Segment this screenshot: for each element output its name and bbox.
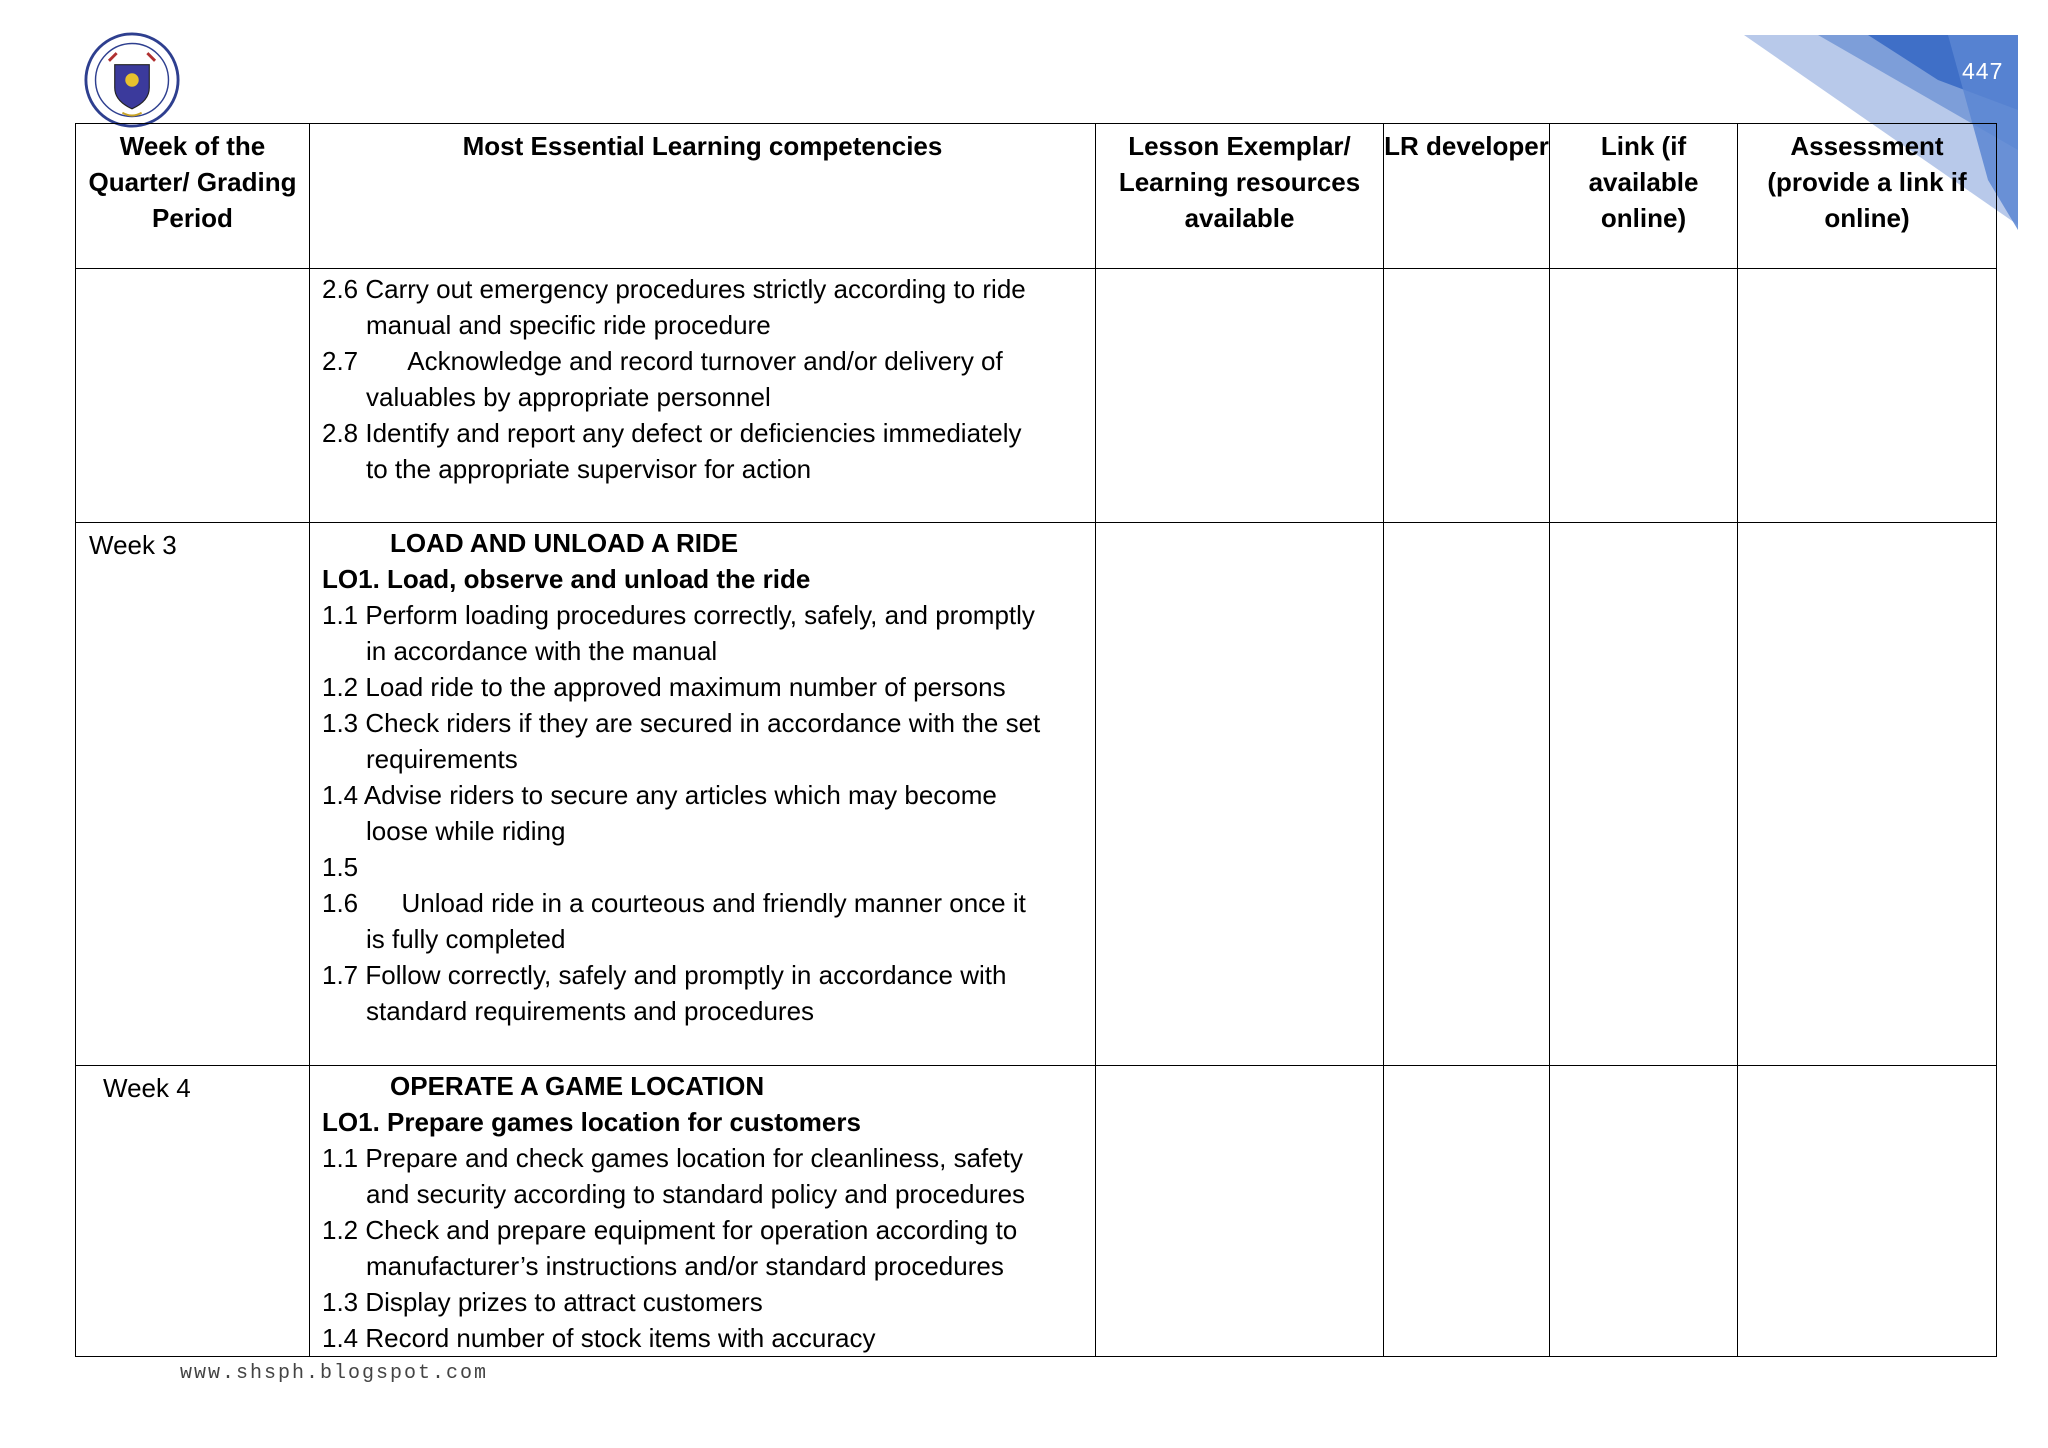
table-row [76,1066,1997,1357]
competencies-cell [310,269,1096,523]
competencies-cell [310,523,1096,1066]
competency-line: 1.7 Follow correctly, safely and promptly in accordance with [322,960,1007,990]
deped-seal-logo [84,32,180,128]
competency-line: manufacturer’s instructions and/or standard procedures [366,1251,1004,1281]
assessment-cell [1738,523,1997,1066]
competency-line: valuables by appropriate personnel [366,382,771,412]
exemplar-cell [1096,269,1384,523]
competency-line: is fully completed [366,924,566,954]
lr-developer-cell [1384,523,1550,1066]
competency-line: manual and specific ride procedure [366,310,771,340]
header-exemplar: Lesson Exemplar/ Learning resources available [1096,124,1384,269]
assessment-cell [1738,269,1997,523]
competency-line: in accordance with the manual [366,636,718,666]
topic-heading: LOAD AND UNLOAD A RIDE [390,528,739,558]
melc-table [75,123,1997,1357]
competency-line: 1.4 Record number of stock items with accuracy [322,1323,876,1353]
assessment-cell [1738,1066,1997,1357]
competency-line: requirements [366,744,518,774]
header-week: Week of the Quarter/ Grading Period [76,124,310,269]
table-row [76,269,1997,523]
competency-line: to the appropriate supervisor for action [366,454,812,484]
table-row [76,523,1997,1066]
header-assessment: Assessment (provide a link if online) [1738,124,1997,269]
competency-line: 2.6 Carry out emergency procedures strictly according to ride [322,274,1026,304]
exemplar-cell [1096,1066,1384,1357]
exemplar-cell [1096,523,1384,1066]
competency-line: and security according to standard policy and procedures [366,1179,1026,1209]
competency-line: 1.6 Unload ride in a courteous and friendly manner once it [322,888,1026,918]
competency-line: 2.7 Acknowledge and record turnover and/or delivery of [322,346,1003,376]
table-header-row [76,124,1997,269]
topic-heading: OPERATE A GAME LOCATION [390,1071,765,1101]
link-cell [1550,269,1738,523]
page-number: 447 [1962,58,2004,84]
competency-line: 1.1 Prepare and check games location for cleanliness, safety [322,1143,1023,1173]
header-link: Link (if available online) [1550,124,1738,269]
link-cell [1550,523,1738,1066]
learning-outcome: LO1. Load, observe and unload the ride [322,564,811,594]
competency-line: 1.1 Perform loading procedures correctly, safely, and promptly [322,600,1035,630]
competency-line: 1.4 Advise riders to secure any articles which may become [322,780,997,810]
footer-url: www.shsph.blogspot.com [180,1362,489,1385]
lr-developer-cell [1384,1066,1550,1357]
competency-line: 1.3 Check riders if they are secured in accordance with the set [322,708,1041,738]
header-competencies: Most Essential Learning competencies [310,124,1096,269]
header-lr-developer: LR developer [1384,124,1550,269]
week-cell: Week 3 [76,523,310,1066]
competency-line: loose while riding [366,816,566,846]
competency-line: 1.2 Check and prepare equipment for operation according to [322,1215,1018,1245]
week-cell: Week 4 [76,1066,310,1357]
lr-developer-cell [1384,269,1550,523]
competency-line: 1.5 [322,852,359,882]
competency-line: 2.8 Identify and report any defect or deficiencies immediately [322,418,1022,448]
competencies-cell [310,1066,1096,1357]
competency-line: 1.2 Load ride to the approved maximum number of persons [322,672,1006,702]
learning-outcome: LO1. Prepare games location for customers [322,1107,861,1137]
competency-line: standard requirements and procedures [366,996,815,1026]
link-cell [1550,1066,1738,1357]
competency-line: 1.3 Display prizes to attract customers [322,1287,763,1317]
week-cell [76,269,310,523]
